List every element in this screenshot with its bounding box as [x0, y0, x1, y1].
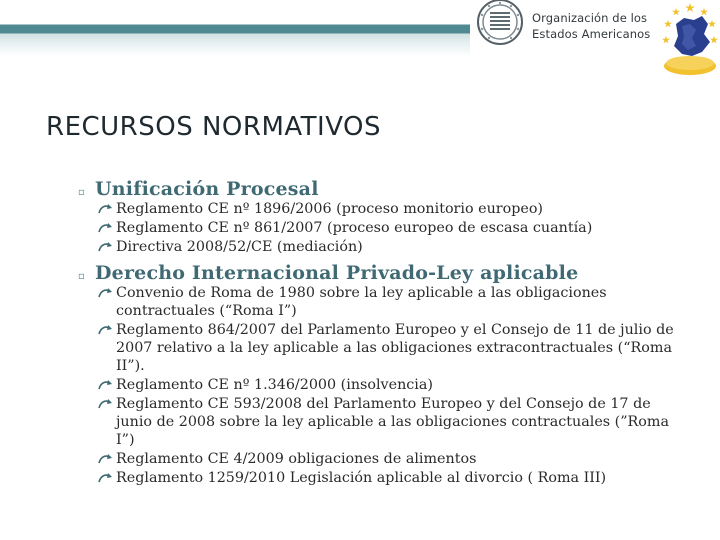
- list-item-text: Convenio de Roma de 1980 sobre la ley aplicable a las obligaciones contractuales (“Roma I”): [116, 285, 607, 319]
- list-item: [98, 238, 678, 256]
- list-item: [98, 395, 678, 449]
- item-list: [78, 200, 678, 256]
- curved-arrow-icon: [98, 398, 114, 410]
- list-item-text: Reglamento CE 4/2009 obligaciones de alimentos: [116, 451, 477, 467]
- section-heading-text: Unificación Procesal: [95, 178, 319, 200]
- list-item-text: Directiva 2008/52/CE (mediación): [116, 239, 363, 255]
- list-item-text: Reglamento CE nº 1896/2006 (proceso monitorio europeo): [116, 201, 544, 217]
- section-heading: [78, 178, 678, 200]
- curved-arrow-icon: [98, 472, 114, 484]
- section-heading-text: Derecho Internacional Privado-Ley aplicable: [95, 262, 579, 284]
- curved-arrow-icon: [98, 241, 114, 253]
- org-name-line1: Organización de los: [532, 11, 648, 25]
- square-bullet-icon: ▫: [78, 271, 85, 282]
- list-item: [98, 469, 678, 487]
- header-band: [0, 0, 470, 56]
- list-item-text: Reglamento CE 593/2008 del Parlamento Europeo y del Consejo de 17 de junio de 2008 sobre la ley aplicable a las obligaciones contractuales (”Roma I”): [116, 396, 669, 448]
- curved-arrow-icon: [98, 453, 114, 465]
- section-heading: [78, 262, 678, 284]
- list-item: [98, 376, 678, 394]
- item-list: [78, 284, 678, 487]
- list-item: [98, 450, 678, 468]
- list-item-text: Reglamento CE nº 861/2007 (proceso europeo de escasa cuantía): [116, 220, 593, 236]
- oas-seal-icon: [474, 0, 526, 52]
- curved-arrow-icon: [98, 324, 114, 336]
- org-name-line2: Estados Americanos: [532, 27, 651, 41]
- page-title: RECURSOS NORMATIVOS: [46, 112, 382, 142]
- list-item-text: Reglamento 1259/2010 Legislación aplicable al divorcio ( Roma III): [116, 470, 607, 486]
- square-bullet-icon: ▫: [78, 187, 85, 198]
- list-item-text: Reglamento CE nº 1.346/2000 (insolvencia): [116, 377, 433, 393]
- section-unificacion-procesal: [78, 178, 678, 257]
- list-item: [98, 321, 678, 375]
- list-item: [98, 200, 678, 218]
- curved-arrow-icon: [98, 379, 114, 391]
- organization-name: [532, 10, 662, 42]
- list-item: [98, 284, 678, 320]
- list-item-text: Reglamento 864/2007 del Parlamento Europeo y el Consejo de 11 de julio de 2007 relativo a la ley aplicable a las obligaciones extracontractuales (“Roma II”).: [116, 322, 674, 374]
- section-derecho-internacional-privado: [78, 262, 678, 488]
- curved-arrow-icon: [98, 203, 114, 215]
- curved-arrow-icon: [98, 222, 114, 234]
- curved-arrow-icon: [98, 287, 114, 299]
- list-item: [98, 219, 678, 237]
- eu-stars-map-icon: [660, 0, 720, 84]
